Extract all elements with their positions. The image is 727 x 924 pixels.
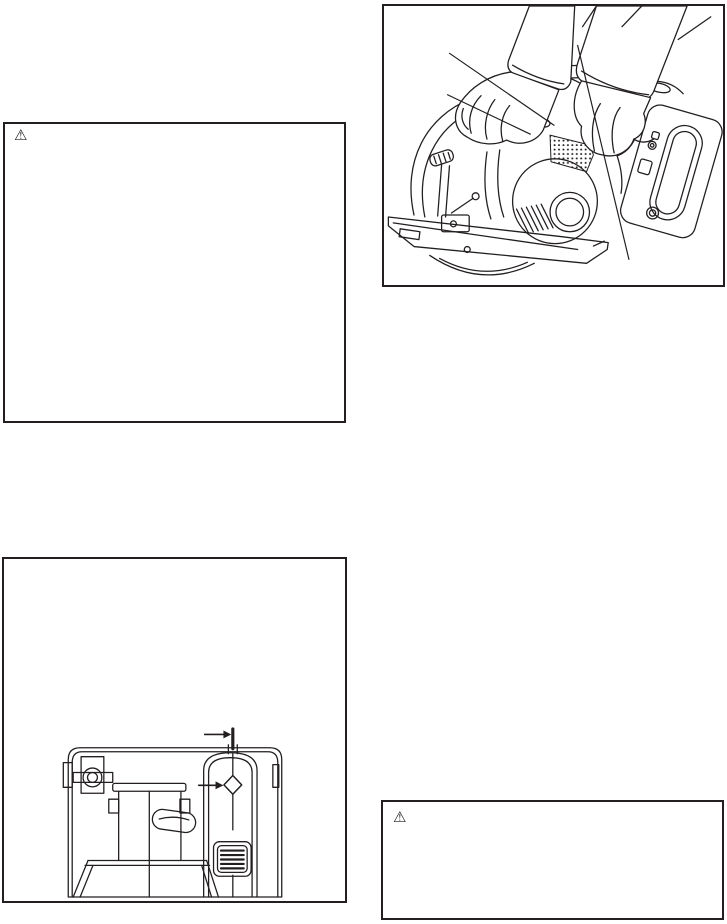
base-sightline-alignment-figure	[4, 559, 345, 901]
figure-sighting-box	[2, 557, 347, 903]
motor-column	[73, 783, 218, 897]
saw-blade-arc	[430, 255, 535, 274]
clamp-screw-assembly	[73, 757, 113, 794]
bevel-adjust-assembly	[429, 149, 480, 232]
caution-note-box-lower-right	[381, 800, 724, 920]
notch-diamond-marker	[224, 775, 242, 794]
warning-triangle-icon: ⚠	[14, 126, 28, 144]
arrow-to-notch-icon	[199, 781, 224, 789]
arm-fold-line	[678, 17, 711, 40]
caution-note-box-upper-left	[3, 122, 346, 423]
figure-holding-saw-box	[382, 4, 725, 287]
arrow-to-cut-line-icon	[205, 730, 232, 738]
saw-base-plate	[388, 217, 608, 263]
warning-triangle-icon: ⚠	[393, 808, 407, 826]
circular-saw-two-hand-grip-figure	[384, 6, 723, 285]
